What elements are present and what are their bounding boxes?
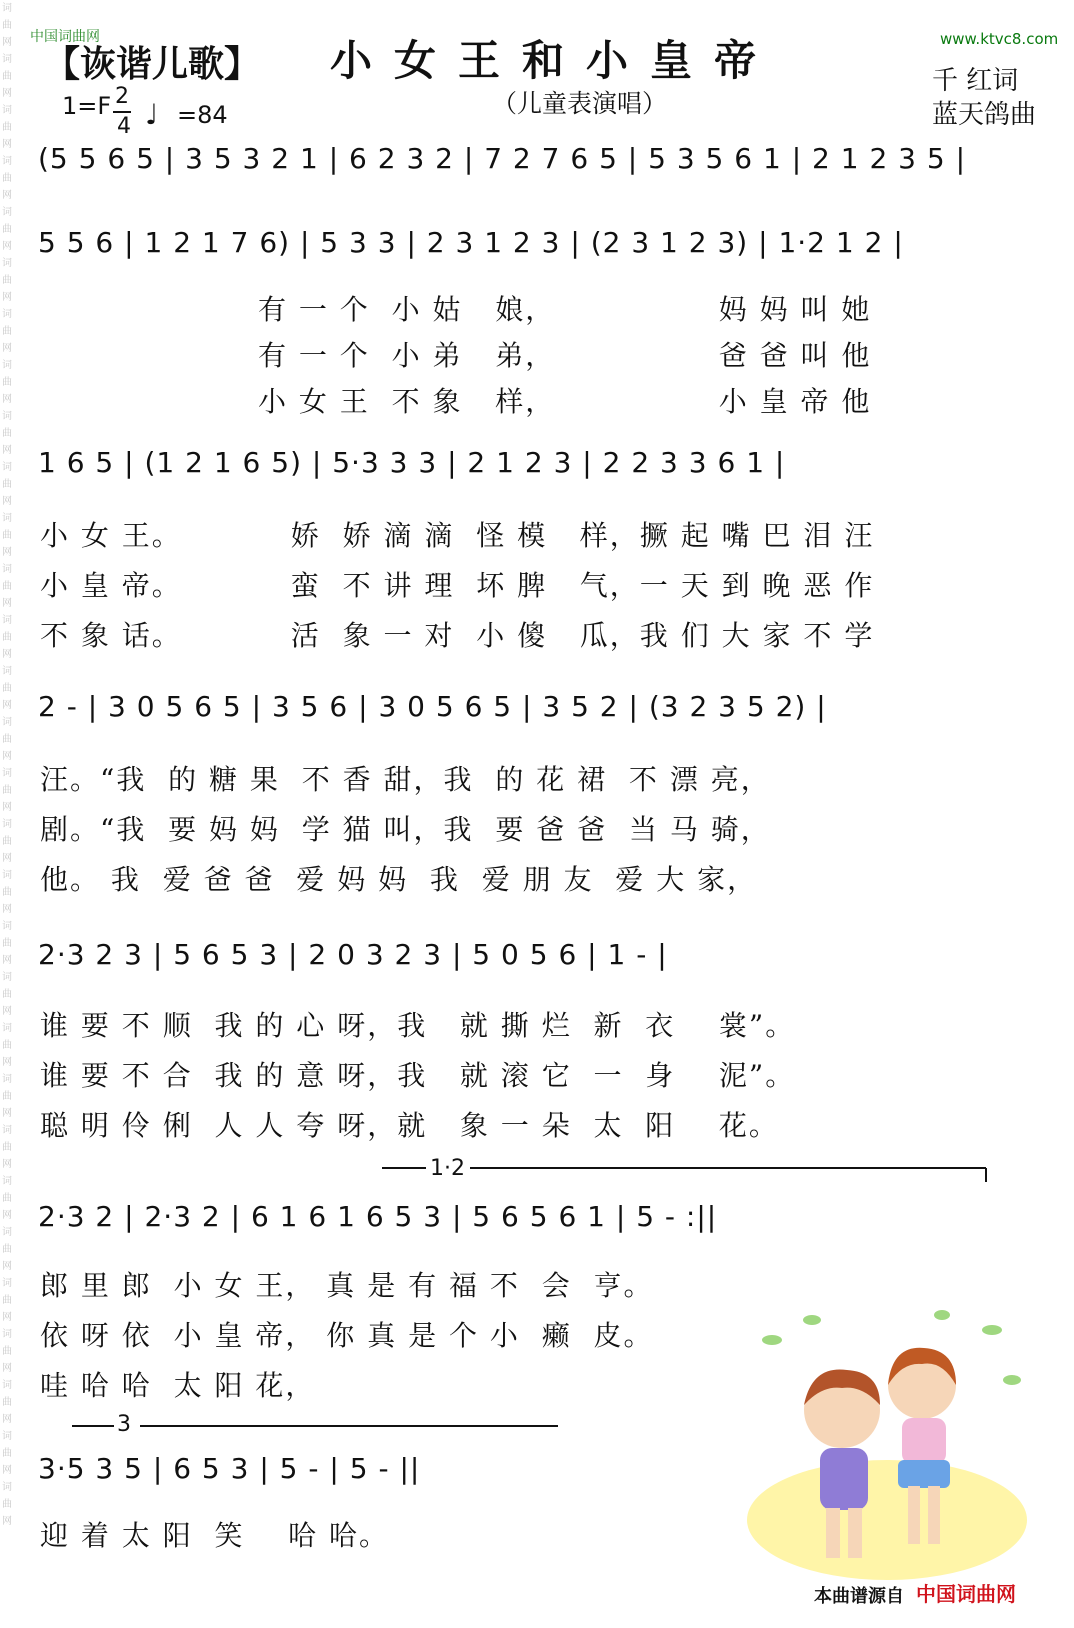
tempo-value: =84 — [177, 101, 228, 129]
lyric-line: 迎 着 太 阳 笑 哈 哈。 — [40, 1519, 390, 1552]
notation-system-2: 5 5 6 | 1 2 1 7 6) | 5 3 3 | 2 3 1 2 3 | (2 3 1 2 3) | 1·2 1 2 | — [38, 226, 904, 259]
time-signature-top: 2 — [115, 84, 129, 109]
lyric-line: 他。 我 爱 爸 爸 爱 妈 妈 我 爱 朋 友 爱 大 家， — [40, 863, 758, 896]
notation-system-1: (5 5 6 5 | 3 5 3 2 1 | 6 2 3 2 | 7 2 7 6 5 | 5 3 5 6 1 | 2 1 2 3 5 | — [38, 142, 967, 175]
lyric-line: 不 象 话。 活 象 一 对 小 傻 瓜，我 们 大 家 不 学 — [40, 619, 875, 652]
key-signature: 1=F — [62, 92, 112, 120]
lyric-line: 有 一 个 小 弟 弟， 爸 爸 叫 他 — [40, 339, 872, 372]
song-subtitle: （儿童表演唱） — [492, 89, 668, 118]
lyric-line: 剧。“我 要 妈 妈 学 猫 叫，我 要 爸 爸 当 马 骑， — [40, 813, 771, 846]
lyric-line: 郎 里 郎 小 女 王， 真 是 有 福 不 会 亨。 — [40, 1269, 654, 1302]
song-title: 小女王和小皇帝 — [330, 36, 779, 85]
composer-credit: 蓝天鸽曲 — [932, 100, 1037, 130]
lyric-line: 小 皇 帝。 蛮 不 讲 理 坏 脾 气，一 天 到 晚 恶 作 — [40, 569, 875, 602]
footer-source-site[interactable]: 中国词曲网 — [916, 1582, 1016, 1606]
lyric-line: 有 一 个 小 姑 娘， 妈 妈 叫 她 — [40, 293, 872, 326]
volta-bracket-3 — [70, 1412, 570, 1442]
volta-bracket-1-2 — [380, 1154, 990, 1184]
lyric-line: 谁 要 不 合 我 的 意 呀，我 就 滚 它 一 身 泥”。 — [40, 1059, 796, 1092]
notation-system-5: 2·3 2 3 | 5 6 5 3 | 2 0 3 2 3 | 5 0 5 6 | 1 - | — [38, 938, 668, 971]
genre-brand: 【诙谐儿歌】 — [44, 44, 261, 85]
site-logo-text[interactable]: 中国词曲网 — [30, 29, 100, 45]
time-signature-bottom: 4 — [117, 114, 131, 139]
lyric-line: 汪。“我 的 糖 果 不 香 甜，我 的 花 裙 不 漂 亮， — [40, 763, 771, 796]
lyric-line: 聪 明 伶 俐 人 人 夸 呀，就 象 一 朵 太 阳 花。 — [40, 1109, 779, 1142]
site-url[interactable]: www.ktvc8.com — [940, 30, 1059, 48]
lyricist-credit: 千 红词 — [932, 66, 1019, 96]
notation-system-3: 1 6 5 | (1 2 1 6 5) | 5·3 3 3 | 2 1 2 3 | 2 2 3 3 6 1 | — [38, 446, 786, 479]
lyric-line: 小 女 王。 娇 娇 滴 滴 怪 模 样，撅 起 嘴 巴 泪 汪 — [40, 519, 875, 552]
lyric-line: 依 呀 依 小 皇 帝， 你 真 是 个 小 癞 皮。 — [40, 1319, 654, 1352]
notation-system-7: 3·5 3 5 | 6 5 3 | 5 - | 5 - || — [38, 1452, 421, 1485]
notation-system-4: 2 - | 3 0 5 6 5 | 3 5 6 | 3 0 5 6 5 | 3 5 2 | (3 2 3 5 2) | — [38, 690, 827, 723]
volta-label: 1·2 — [430, 1156, 465, 1181]
side-watermark: 词曲网词曲网词曲网词曲网词曲网词曲网词曲网词曲网词曲网词曲网词曲网词曲网词曲网词曲网词曲网词曲网词曲网词曲网词曲网词曲网词曲网词曲网词曲网词曲网词曲网词曲网词曲网词曲网词曲网词曲网 — [2, 3, 12, 1527]
volta-label: 3 — [117, 1412, 131, 1437]
time-signature-divider — [113, 111, 131, 113]
tempo-note-icon: ♩ — [145, 98, 159, 131]
lyric-line: 小 女 王 不 象 样， 小 皇 帝 他 — [40, 385, 872, 418]
footer-source-label: 本曲谱源自 — [814, 1586, 904, 1607]
lyric-line: 谁 要 不 顺 我 的 心 呀，我 就 撕 烂 新 衣 裳”。 — [40, 1009, 796, 1042]
children-illustration — [742, 1300, 1032, 1590]
notation-system-6: 2·3 2 | 2·3 2 | 6 1 6 1 6 5 3 | 5 6 5 6 1 | 5 - :|| — [38, 1200, 718, 1233]
lyric-line: 哇 哈 哈 太 阳 花， — [40, 1369, 316, 1402]
